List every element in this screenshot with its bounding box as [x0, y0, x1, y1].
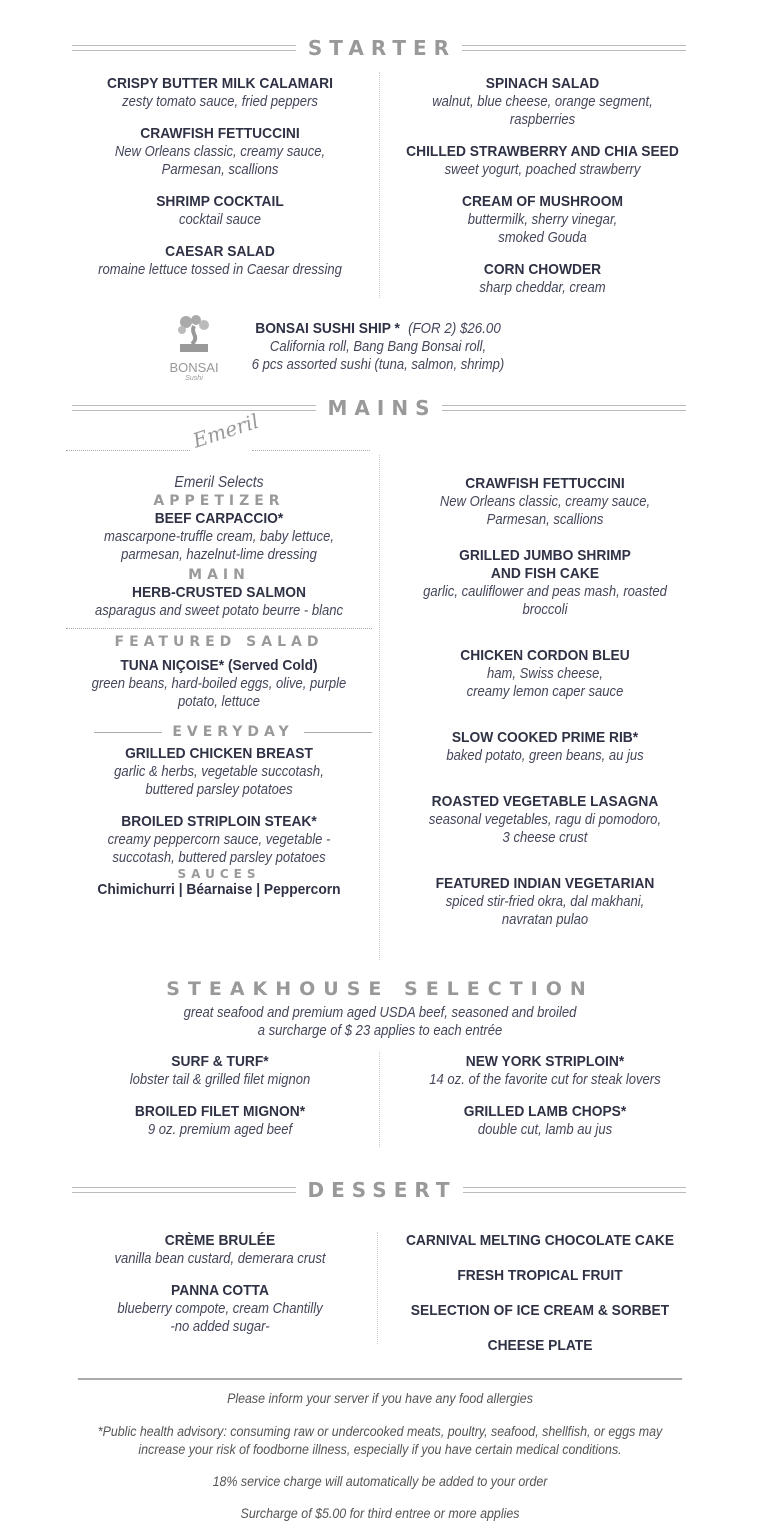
section-title: STARTER: [307, 36, 457, 60]
header-rule: [463, 1187, 687, 1193]
menu-item: [60, 1103, 380, 1139]
menu-item: [66, 813, 372, 867]
section-desc: great seafood and premium aged USDA beef, seasoned and broiled: [183, 1005, 577, 1021]
item-desc: green beans, hard-boiled eggs, olive, purple: [91, 676, 347, 692]
bonsai-sushi-item: [228, 320, 528, 374]
item-name: SPINACH SALAD: [485, 75, 600, 92]
menu-item: [385, 261, 700, 297]
item-desc: potato, lettuce: [178, 694, 260, 710]
header-rule: [72, 405, 316, 411]
item-desc: creamy peppercorn sauce, vegetable -: [107, 832, 331, 848]
item-desc: cocktail sauce: [179, 212, 261, 228]
item-name: GRILLED JUMBO SHRIMP: [459, 547, 631, 564]
item-desc: garlic & herbs, vegetable succotash,: [114, 764, 324, 780]
item-desc: vanilla bean custard, demerara crust: [114, 1251, 326, 1267]
item-desc: 14 oz. of the favorite cut for steak lovers: [429, 1072, 661, 1088]
item-desc: sharp cheddar, cream: [479, 280, 606, 296]
item-desc: California roll, Bang Bang Bonsai roll,: [269, 339, 487, 355]
item-desc: mascarpone-truffle cream, baby lettuce,: [104, 529, 334, 545]
bonsai-logo-sub: Sushi: [185, 375, 203, 382]
item-name: AND FISH CAKE: [490, 565, 600, 582]
item-desc: romaine lettuce tossed in Caesar dressing: [98, 262, 342, 278]
item-desc: blueberry compote, cream Chantilly: [117, 1301, 323, 1317]
item-name: HERB-CRUSTED SALMON: [131, 584, 307, 601]
item-desc: sweet yogurt, poached strawberry: [444, 162, 641, 178]
section-title: STEAKHOUSE SELECTION: [166, 978, 594, 1000]
mains-right-column: [385, 475, 705, 943]
mains-left-column: [66, 474, 372, 899]
emeril-selects-label: Emeril Selects: [174, 474, 264, 491]
item-name: CREAM OF MUSHROOM: [462, 193, 623, 210]
section-title: DESSERT: [307, 1178, 457, 1202]
item-desc: walnut, blue cheese, orange segment,: [432, 94, 653, 110]
sauces-list: Chimichurri | Béarnaise | Peppercorn: [97, 881, 341, 898]
header-rule: [442, 405, 686, 411]
item-desc: zesty tomato sauce, fried peppers: [122, 94, 318, 110]
item-price: (FOR 2) $26.00: [408, 321, 501, 337]
menu-item: [70, 125, 370, 179]
column-divider: [379, 455, 380, 960]
item-name: CHEESE PLATE: [487, 1337, 593, 1354]
menu-item: [66, 584, 372, 620]
menu-item: [385, 75, 700, 129]
emeril-logo: Emeril: [189, 408, 262, 453]
menu-item: [70, 243, 370, 279]
item-desc: 3 cheese crust: [502, 830, 588, 846]
health-advisory: increase your risk of foodborne illness, especially if you have certain medical conditions.: [138, 1442, 622, 1457]
health-advisory: *Public health advisory: consuming raw or undercooked meats, poultry, seafood, shellfish, or eggs may: [97, 1424, 663, 1439]
item-name: SHRIMP COCKTAIL: [156, 193, 284, 210]
menu-item: [385, 193, 700, 247]
header-rule: [304, 732, 372, 733]
item-name: FEATURED INDIAN VEGETARIAN: [435, 875, 655, 892]
menu-item: [66, 745, 372, 799]
menu-item: [385, 143, 700, 179]
header-rule: [72, 45, 296, 51]
allergy-notice: Please inform your server if you have any food allergies: [227, 1391, 533, 1406]
menu-item: [385, 793, 705, 847]
item-name: CHILLED STRAWBERRY AND CHIA SEED: [406, 143, 679, 160]
menu-item: [65, 1282, 375, 1336]
menu-item: [385, 475, 705, 529]
item-desc: creamy lemon caper sauce: [466, 684, 624, 700]
dotted-divider: [66, 628, 372, 629]
header-rule: [94, 732, 162, 733]
item-desc: Parmesan, scallions: [486, 512, 604, 528]
item-name: BROILED FILET MIGNON*: [134, 1103, 306, 1120]
item-name: BROILED STRIPLOIN STEAK*: [121, 813, 317, 830]
item-desc: spiced stir-fried okra, dal makhani,: [445, 894, 645, 910]
everyday-label: EVERYDAY: [172, 724, 294, 740]
header-rule: [72, 1187, 296, 1193]
item-desc: 6 pcs assorted sushi (tuna, salmon, shrimp): [251, 357, 505, 373]
item-name: TUNA NIÇOISE* (Served Cold): [120, 657, 318, 674]
main-label: MAIN: [188, 567, 250, 583]
item-name: ROASTED VEGETABLE LASAGNA: [431, 793, 659, 810]
steakhouse-right-column: [380, 1053, 710, 1153]
item-desc: New Orleans classic, creamy sauce,: [114, 144, 326, 160]
item-name: NEW YORK STRIPLOIN*: [465, 1053, 625, 1070]
item-desc: baked potato, green beans, au jus: [446, 748, 644, 764]
item-desc: broccoli: [522, 602, 568, 618]
item-name: CHICKEN CORDON BLEU: [460, 647, 630, 664]
starter-right-column: [385, 75, 700, 311]
item-name: CORN CHOWDER: [483, 261, 602, 278]
item-desc: buttermilk, sherry vinegar,: [467, 212, 618, 228]
item-name: CAESAR SALAD: [165, 243, 275, 260]
menu-item: [65, 1232, 375, 1268]
menu-item: [385, 729, 705, 765]
item-name: CARNIVAL MELTING CHOCOLATE CAKE: [405, 1232, 675, 1249]
menu-item: [66, 510, 372, 564]
menu-item: [66, 657, 372, 711]
item-name: SELECTION OF ICE CREAM & SORBET: [410, 1302, 670, 1319]
item-desc: 9 oz. premium aged beef: [147, 1122, 293, 1138]
item-name: PANNA COTTA: [171, 1282, 269, 1299]
section-desc: a surcharge of $ 23 applies to each entrée: [257, 1023, 503, 1039]
item-desc: garlic, cauliflower and peas mash, roasted: [423, 584, 667, 600]
item-desc: ham, Swiss cheese,: [486, 666, 604, 682]
dessert-header: [72, 1178, 686, 1202]
item-desc: double cut, lamb au jus: [477, 1122, 613, 1138]
item-name: GRILLED LAMB CHOPS*: [463, 1103, 627, 1120]
item-desc: asparagus and sweet potato beurre - blanc: [94, 603, 344, 619]
sauces-label: SAUCES: [177, 867, 261, 881]
item-desc: New Orleans classic, creamy sauce,: [439, 494, 651, 510]
item-desc: -no added sugar-: [170, 1319, 270, 1335]
menu-item: [385, 547, 705, 619]
service-charge-notice: 18% service charge will automatically be added to your order: [212, 1474, 548, 1489]
item-desc: navratan pulao: [501, 912, 589, 928]
item-desc: parmesan, hazelnut-lime dressing: [121, 547, 317, 563]
column-divider: [379, 72, 380, 298]
item-desc: raspberries: [509, 112, 576, 128]
dessert-left-column: [65, 1232, 375, 1350]
mains-header: [72, 396, 686, 420]
bonsai-tree-icon: [172, 312, 216, 356]
appetizer-label: APPETIZER: [153, 493, 285, 509]
dessert-right-column: [380, 1232, 700, 1355]
item-name: GRILLED CHICKEN BREAST: [125, 745, 313, 762]
item-desc: buttered parsley potatoes: [145, 782, 293, 798]
item-name: CRÈME BRULÉE: [164, 1232, 276, 1249]
footer-rule: [78, 1378, 682, 1380]
item-name: SURF & TURF*: [171, 1053, 269, 1070]
everyday-header: [66, 723, 372, 741]
item-name: BEEF CARPACCIO*: [154, 510, 284, 527]
item-name: BONSAI SUSHI SHIP *: [255, 320, 400, 337]
item-desc: lobster tail & grilled filet mignon: [129, 1072, 311, 1088]
steakhouse-left-column: [60, 1053, 380, 1153]
section-title: MAINS: [327, 396, 437, 420]
featured-salad-label: FEATURED SALAD: [114, 634, 324, 650]
menu-item: [70, 193, 370, 229]
starter-header: [72, 36, 686, 60]
dotted-divider: [66, 450, 190, 451]
menu-item: [70, 75, 370, 111]
starter-left-column: [70, 75, 370, 293]
item-name: FRESH TROPICAL FRUIT: [457, 1267, 623, 1284]
item-desc: Parmesan, scallions: [161, 162, 279, 178]
bonsai-logo: [166, 312, 222, 384]
bonsai-logo-text: BONSAI: [169, 360, 219, 375]
item-name: CRISPY BUTTER MILK CALAMARI: [107, 75, 333, 92]
item-desc: succotash, buttered parsley potatoes: [112, 850, 326, 866]
header-rule: [462, 45, 686, 51]
menu-item: [385, 875, 705, 929]
dotted-divider: [252, 450, 370, 451]
menu-item: [385, 647, 705, 701]
menu-item: [60, 1053, 380, 1089]
item-name: CRAWFISH FETTUCCINI: [140, 125, 300, 142]
item-name: SLOW COOKED PRIME RIB*: [451, 729, 639, 746]
column-divider: [377, 1232, 378, 1344]
item-name: CRAWFISH FETTUCCINI: [465, 475, 625, 492]
item-desc: seasonal vegetables, ragu di pomodoro,: [428, 812, 662, 828]
steakhouse-header: [60, 978, 700, 1040]
surcharge-notice: Surcharge of $5.00 for third entree or more applies: [240, 1506, 520, 1521]
menu-item: [380, 1053, 710, 1089]
menu-item: [380, 1103, 710, 1139]
item-desc: smoked Gouda: [498, 230, 587, 246]
